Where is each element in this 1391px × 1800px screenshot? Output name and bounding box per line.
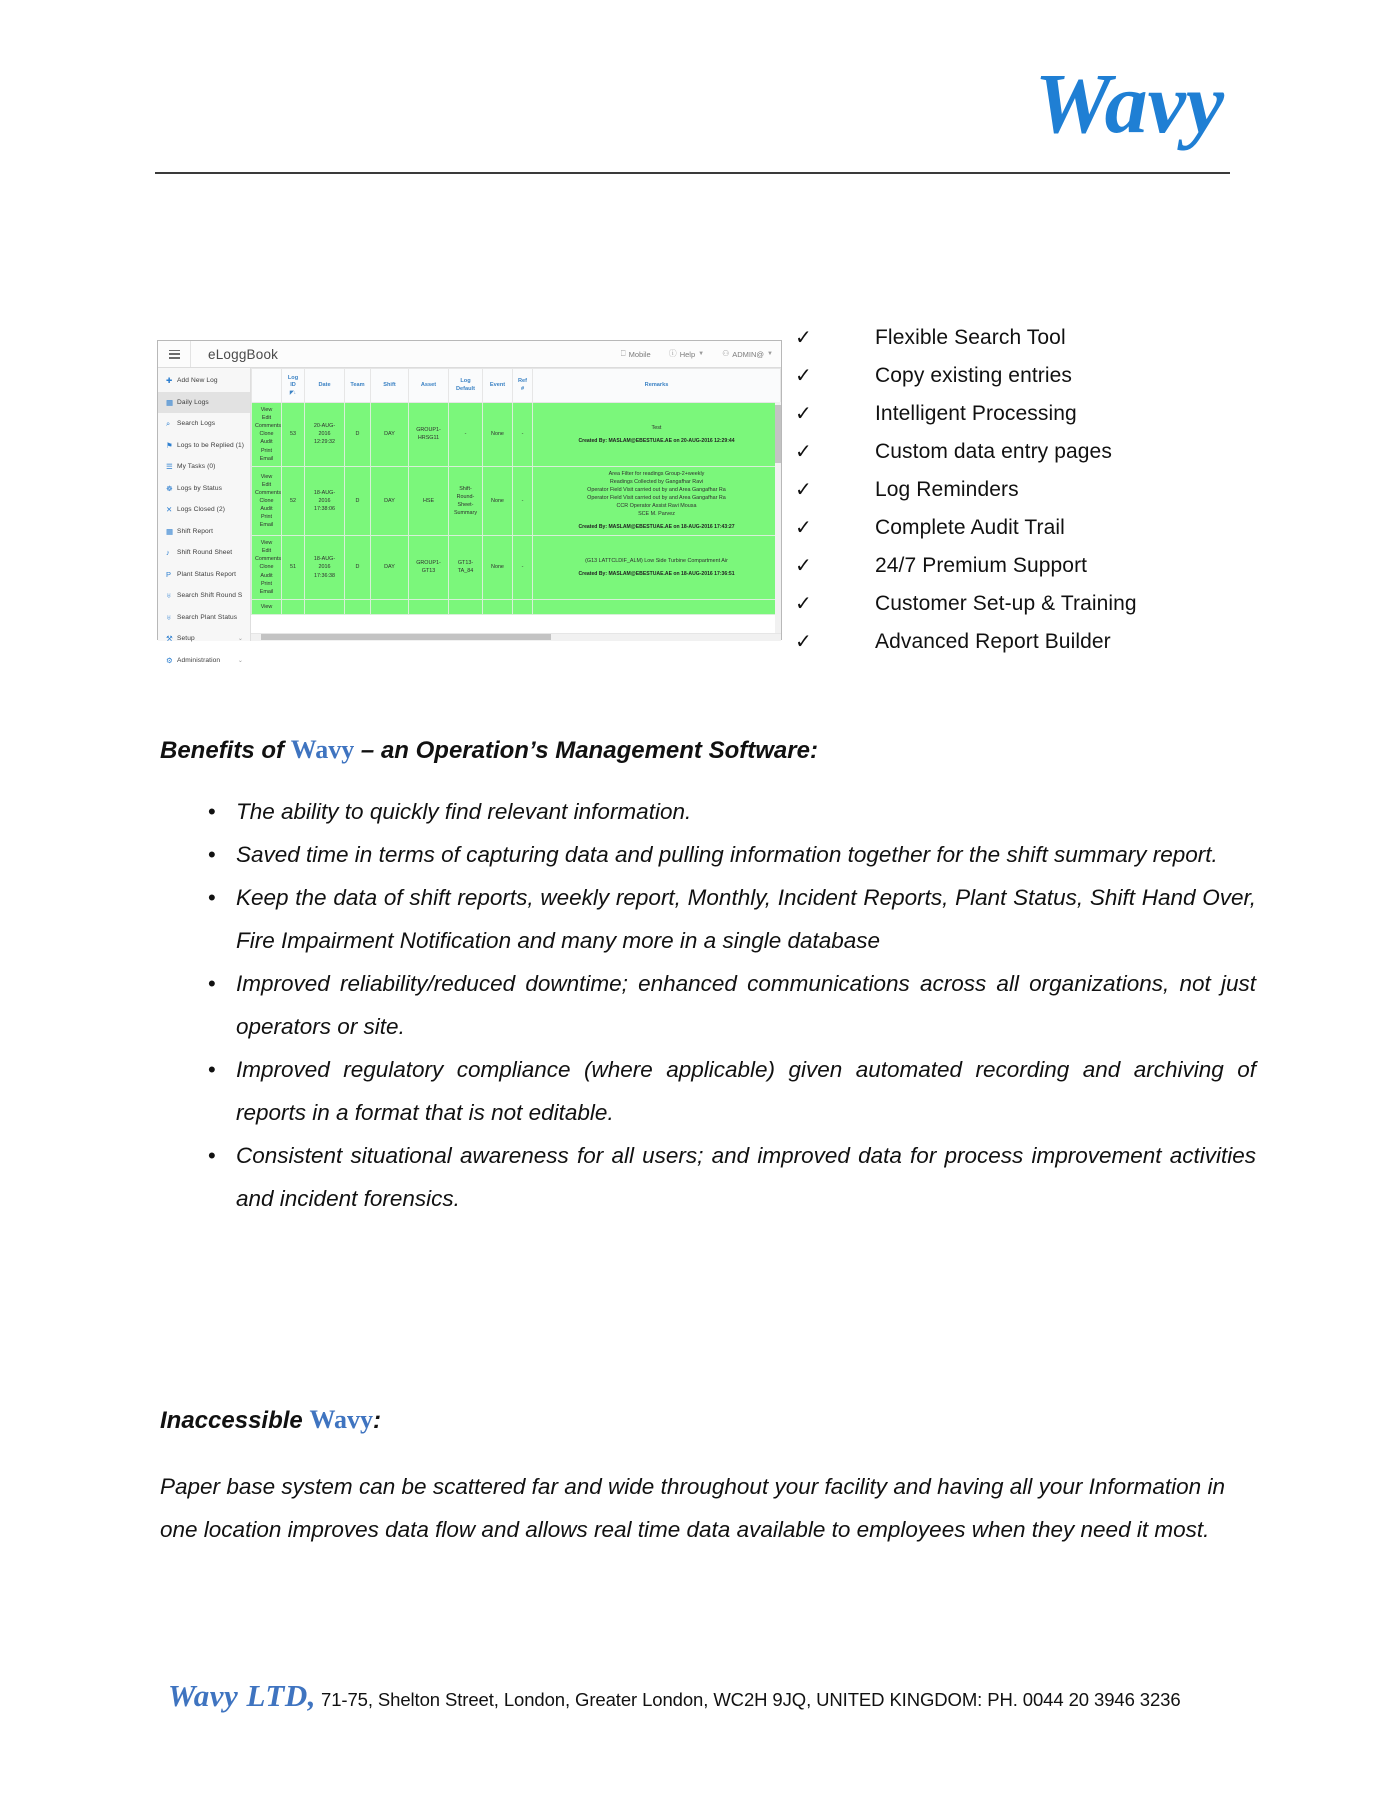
- table-column-header-remarks[interactable]: [533, 369, 781, 403]
- sidebar-item-label: My Tasks (0): [177, 463, 216, 471]
- feature-item: [795, 629, 1235, 667]
- checkmark-icon: ✓: [795, 401, 812, 425]
- cell-log-default: Shift-Round-Sheet-Summary: [449, 466, 483, 535]
- app-topbar: [158, 341, 781, 368]
- sidebar-item-administration[interactable]: [158, 650, 250, 672]
- chevron-down-icon: ⌄: [237, 636, 243, 643]
- sidebar-item-label: Shift Report: [177, 527, 214, 535]
- sidebar-item-logs-to-be-replied-1[interactable]: [158, 435, 250, 457]
- row-actions-cell: [252, 599, 282, 614]
- remark-line: Operator Field Visit carried out by and Area Gangafhar Ra: [587, 486, 726, 493]
- sidebar-item-search-plant-status[interactable]: [158, 607, 250, 629]
- sidebar-item-label: Daily Logs: [177, 398, 209, 406]
- cell-log-default: GT13-TA_84: [449, 536, 483, 600]
- table-column-label: Date: [318, 381, 331, 388]
- brand-logo-title: Wavy: [1034, 55, 1224, 151]
- app-main-content: [251, 368, 781, 641]
- feature-item: [795, 439, 1235, 477]
- table-row[interactable]: [252, 599, 781, 614]
- row-action-view[interactable]: View: [260, 407, 273, 413]
- feature-item: [795, 477, 1235, 515]
- app-name: eLoggBook: [208, 346, 279, 362]
- sidebar-icon-12: ⚒: [166, 634, 173, 643]
- row-action-print[interactable]: Print: [260, 580, 273, 587]
- sidebar-item-daily-logs[interactable]: [158, 392, 250, 414]
- inaccessible-heading: [160, 1405, 381, 1435]
- feature-checklist: [795, 325, 1235, 667]
- table-row[interactable]: [252, 536, 781, 600]
- footer-company-name: Wavy LTD,: [168, 1678, 316, 1713]
- vertical-scrollbar-thumb[interactable]: [775, 405, 781, 463]
- row-action-print[interactable]: Print: [260, 447, 273, 454]
- table-row[interactable]: [252, 466, 781, 535]
- cell-remarks: [533, 536, 781, 600]
- daily-logs-table: [251, 368, 781, 615]
- feature-label: Log Reminders: [875, 478, 1019, 501]
- cell-event: None: [483, 536, 513, 600]
- mobile-label: Mobile: [628, 349, 651, 359]
- sidebar-item-label: Logs to be Replied (1): [177, 441, 245, 449]
- sidebar-item-label: Shift Round Sheet: [177, 549, 233, 557]
- row-action-view[interactable]: View: [260, 603, 273, 610]
- mobile-icon: ⎕: [620, 349, 626, 358]
- document-header: [155, 55, 1230, 174]
- sidebar-item-shift-report[interactable]: [158, 521, 250, 543]
- horizontal-scrollbar[interactable]: [251, 633, 781, 641]
- row-actions-cell: [252, 403, 282, 467]
- table-row[interactable]: [252, 403, 781, 467]
- topbar-divider: [190, 341, 191, 367]
- app-screenshot: [157, 340, 782, 665]
- table-column-header-log-default[interactable]: [449, 369, 483, 403]
- sidebar-item-shift-round-sheet[interactable]: [158, 542, 250, 564]
- remark-line: Test: [651, 424, 662, 431]
- chevron-down-icon: ▼: [698, 351, 705, 357]
- feature-label: Advanced Report Builder: [875, 630, 1111, 653]
- row-action-print[interactable]: Print: [260, 514, 273, 521]
- table-column-header-asset[interactable]: [409, 369, 449, 403]
- row-action-audit[interactable]: Audit: [260, 439, 273, 446]
- sidebar-item-label: Administration: [177, 656, 221, 664]
- chevron-down-icon: ⌄: [237, 657, 243, 664]
- sidebar-icon-6: ✕: [166, 505, 173, 514]
- benefits-heading-suffix: – an Operation’s Management Software:: [354, 737, 818, 764]
- feature-item: [795, 325, 1235, 363]
- sidebar-item-label: Search Logs: [177, 420, 216, 428]
- cell-asset: [409, 599, 449, 614]
- sort-desc-icon[interactable]: ◤↓: [289, 389, 297, 396]
- inaccessible-heading-prefix: Inaccessible: [160, 1407, 310, 1434]
- list-item: • Improved regulatory compliance (where applicable) given automated recording and archiving of reports in a format that is not editable.: [236, 1048, 1256, 1134]
- table-column-label: Ref #: [517, 377, 527, 392]
- app-body: [158, 368, 781, 665]
- benefits-heading-prefix: Benefits of: [160, 737, 291, 764]
- user-icon: ⚇: [722, 349, 730, 358]
- list-item: • Keep the data of shift reports, weekly report, Monthly, Incident Reports, Plant Status, Shift Hand Over, Fire Impairment Notification and many more in a single database: [236, 876, 1256, 962]
- feature-item: [795, 401, 1235, 439]
- sidebar-icon-11: ♅: [166, 612, 172, 622]
- checkmark-icon: ✓: [795, 477, 812, 501]
- remark-line: (G13 LATTCLDIF_ALM) Low Side Turbine Compartment Air: [585, 557, 728, 564]
- row-action-view[interactable]: View: [260, 473, 273, 480]
- table-column-label: Remarks: [644, 381, 669, 388]
- sidebar-icon-1: ▦: [166, 397, 174, 407]
- sidebar-item-my-tasks-0[interactable]: [158, 456, 250, 478]
- row-action-email[interactable]: Email: [259, 522, 274, 529]
- cell-shift: DAY: [371, 536, 409, 600]
- cell-log-default: [449, 599, 483, 614]
- checkmark-icon: ✓: [795, 515, 812, 539]
- topbar-actions: [621, 341, 773, 367]
- row-action-edit[interactable]: Edit: [261, 415, 272, 422]
- table-body: [252, 403, 781, 615]
- table-column-header-team[interactable]: [345, 369, 371, 403]
- feature-label: Complete Audit Trail: [875, 516, 1065, 539]
- checkmark-icon: ✓: [795, 591, 812, 615]
- sidebar-icon-4: ☰: [166, 462, 173, 471]
- table-column-label: Log Default: [456, 377, 475, 392]
- table-header-row: [252, 369, 781, 403]
- mobile-menu-item[interactable]: [621, 350, 651, 359]
- row-action-comments[interactable]: Comments: [255, 423, 282, 430]
- table-header: [252, 369, 781, 403]
- cell-remarks: [533, 403, 781, 467]
- feature-label: Copy existing entries: [875, 364, 1073, 387]
- sidebar-icon-7: ▦: [166, 526, 174, 536]
- remark-line: Readings Collected by Gangafhar Ravi: [609, 478, 704, 485]
- row-actions-cell: [252, 466, 282, 535]
- cell-log-id: 53: [282, 403, 305, 467]
- cell-remarks: [533, 599, 781, 614]
- feature-label: 24/7 Premium Support: [875, 554, 1088, 577]
- vertical-scrollbar[interactable]: [775, 402, 781, 633]
- feature-label: Custom data entry pages: [875, 440, 1112, 463]
- row-action-email[interactable]: Email: [259, 455, 274, 462]
- checkmark-icon: ✓: [795, 553, 812, 577]
- user-menu-item[interactable]: [722, 350, 773, 359]
- checkmark-icon: ✓: [795, 439, 812, 463]
- feature-label: Customer Set-up & Training: [875, 592, 1137, 615]
- cell-team: D: [345, 466, 371, 535]
- sidebar-item-label: Logs Closed (2): [177, 506, 226, 514]
- sidebar-icon-3: ⚑: [166, 440, 173, 450]
- table-column-header-event[interactable]: [483, 369, 513, 403]
- table-column-label: Team: [350, 381, 365, 388]
- table-column-label: Asset: [420, 381, 437, 388]
- cell-shift: DAY: [371, 466, 409, 535]
- table-column-header-actions[interactable]: [252, 369, 282, 403]
- help-menu-item[interactable]: [669, 350, 704, 359]
- list-item: • Consistent situational awareness for all users; and improved data for process improvement activities and incident forensics.: [236, 1134, 1256, 1220]
- sidebar-item-search-shift-round-s[interactable]: [158, 585, 250, 607]
- cell-date: 20-AUG-2016 12:29:32: [305, 403, 345, 467]
- benefits-heading: [160, 735, 818, 765]
- sidebar-item-label: Search Plant Status: [177, 613, 238, 621]
- checkmark-icon: ✓: [795, 363, 812, 387]
- table-column-header-shift[interactable]: [371, 369, 409, 403]
- document-footer: [168, 1678, 1238, 1714]
- row-actions-cell: [252, 536, 282, 600]
- feature-item: [795, 553, 1235, 591]
- feature-label: Intelligent Processing: [875, 402, 1077, 425]
- help-icon: ⓘ: [668, 349, 677, 358]
- list-item: • Improved reliability/reduced downtime; enhanced communications across all organizations, not just operators or site.: [236, 962, 1256, 1048]
- cell-date: [305, 599, 345, 614]
- table-column-header-date[interactable]: [305, 369, 345, 403]
- row-action-clone[interactable]: Clone: [259, 497, 274, 504]
- remark-line: CCR Operator Assist Ravi Mousa: [616, 503, 697, 510]
- cell-asset: HSE: [409, 466, 449, 535]
- cell-team: D: [345, 403, 371, 467]
- cell-shift: [371, 599, 409, 614]
- cell-log-id: 51: [282, 536, 305, 600]
- cell-remarks: [533, 466, 781, 535]
- remark-line: Operator Field Visit carried out by and Area Gangafhar Ra: [587, 495, 726, 502]
- row-action-comments[interactable]: Comments: [255, 556, 282, 563]
- feature-label: Flexible Search Tool: [875, 326, 1066, 349]
- sidebar-item-logs-closed-2[interactable]: [158, 499, 250, 521]
- cell-date: 18-AUG-2016 17:38:06: [305, 466, 345, 535]
- horizontal-scrollbar-thumb[interactable]: [261, 634, 551, 640]
- sidebar-item-label: Plant Status Report: [177, 570, 237, 578]
- table-column-label: Log ID: [287, 374, 299, 389]
- inaccessible-heading-brand: Wavy: [309, 1405, 374, 1434]
- sidebar-icon-0: ✚: [166, 376, 173, 385]
- sidebar-item-search-logs[interactable]: [158, 413, 250, 435]
- cell-date: 18-AUG-2016 17:36:38: [305, 536, 345, 600]
- checkmark-icon: ✓: [795, 629, 812, 653]
- cell-event: None: [483, 403, 513, 467]
- remark-line: SCE M. Parvez: [638, 511, 675, 518]
- remark-created-by: Created By: MASLAM@EBESTUAE.AE on 18-AUG-2016 17:43:27: [578, 524, 735, 531]
- cell-team: D: [345, 536, 371, 600]
- sidebar-item-label: Add New Log: [177, 377, 218, 385]
- cell-ref: -: [513, 403, 533, 467]
- sidebar-item-logs-by-status[interactable]: [158, 478, 250, 500]
- cell-ref: -: [513, 466, 533, 535]
- list-item: • The ability to quickly find relevant information.: [236, 790, 1256, 833]
- sidebar-item-plant-status-report[interactable]: [158, 564, 250, 586]
- sidebar-item-label: Setup: [177, 635, 195, 643]
- app-sidebar: [158, 368, 251, 665]
- cell-log-id: 52: [282, 466, 305, 535]
- row-action-edit[interactable]: Edit: [261, 548, 272, 555]
- sidebar-item-label: Search Shift Round S: [177, 592, 243, 600]
- row-action-edit[interactable]: Edit: [261, 481, 272, 488]
- table-column-label: Shift: [383, 381, 396, 388]
- chevron-down-icon: ▼: [767, 351, 773, 357]
- cell-team: [345, 599, 371, 614]
- row-action-audit[interactable]: Audit: [260, 572, 273, 579]
- table-column-header-ref[interactable]: [513, 369, 533, 403]
- header-divider: [155, 172, 1230, 174]
- hamburger-icon[interactable]: [169, 350, 180, 359]
- sidebar-icon-10: ♅: [166, 591, 172, 600]
- cell-asset: GROUP1-GT13: [409, 536, 449, 600]
- sidebar-icon-9: P: [166, 569, 172, 579]
- benefits-list: [200, 790, 1256, 1220]
- sidebar-icon-13: ⚙: [166, 655, 173, 665]
- sidebar-item-label: Logs by Status: [177, 484, 223, 492]
- help-label: Help: [679, 349, 696, 359]
- cell-ref: -: [513, 536, 533, 600]
- footer-address: 71-75, Shelton Street, London, Greater London, WC2H 9JQ, UNITED KINGDOM: PH. 0044 20 3946 3236: [315, 1689, 1181, 1710]
- table-column-header-log-id[interactable]: [282, 369, 305, 403]
- list-item: • Saved time in terms of capturing data and pulling information together for the shift summary report.: [236, 833, 1256, 876]
- benefits-heading-brand: Wavy: [290, 735, 355, 764]
- cell-log-id: [282, 599, 305, 614]
- remark-line: Area Filter for readings Group-2+weekly: [608, 470, 705, 477]
- table-column-label: Event: [489, 381, 506, 388]
- cell-event: [483, 599, 513, 614]
- sidebar-item-add-new-log[interactable]: [158, 370, 250, 392]
- cell-event: None: [483, 466, 513, 535]
- cell-shift: DAY: [371, 403, 409, 467]
- user-label: ADMIN@: [732, 349, 765, 359]
- cell-log-default: -: [449, 403, 483, 467]
- cell-ref: [513, 599, 533, 614]
- closing-paragraph: Paper base system can be scattered far and wide throughout your facility and having all your Information in one location improves data flow and allows real time data available to employees when they need it most.: [160, 1474, 1225, 1542]
- row-action-clone[interactable]: Clone: [259, 564, 274, 571]
- feature-item: [795, 591, 1235, 629]
- inaccessible-heading-suffix: :: [373, 1407, 382, 1434]
- sidebar-item-setup[interactable]: [158, 628, 250, 650]
- row-action-clone[interactable]: Clone: [259, 431, 274, 438]
- row-action-view[interactable]: View: [260, 540, 273, 547]
- row-action-audit[interactable]: Audit: [260, 505, 273, 512]
- remark-created-by: Created By: MASLAM@EBESTUAE.AE on 18-AUG-2016 17:36:51: [578, 570, 735, 577]
- feature-item: [795, 515, 1235, 553]
- sidebar-icon-8: ♪: [166, 548, 170, 557]
- row-action-comments[interactable]: Comments: [255, 489, 282, 496]
- row-action-email[interactable]: Email: [259, 588, 274, 595]
- sidebar-icon-2: ⌕: [166, 419, 171, 428]
- feature-item: [795, 363, 1235, 401]
- checkmark-icon: ✓: [795, 325, 812, 349]
- cell-asset: GROUP1-HRSG11: [409, 403, 449, 467]
- remark-created-by: Created By: MASLAM@EBESTUAE.AE on 20-AUG-2016 12:29:44: [578, 437, 735, 444]
- sidebar-icon-5: ☸: [166, 483, 173, 493]
